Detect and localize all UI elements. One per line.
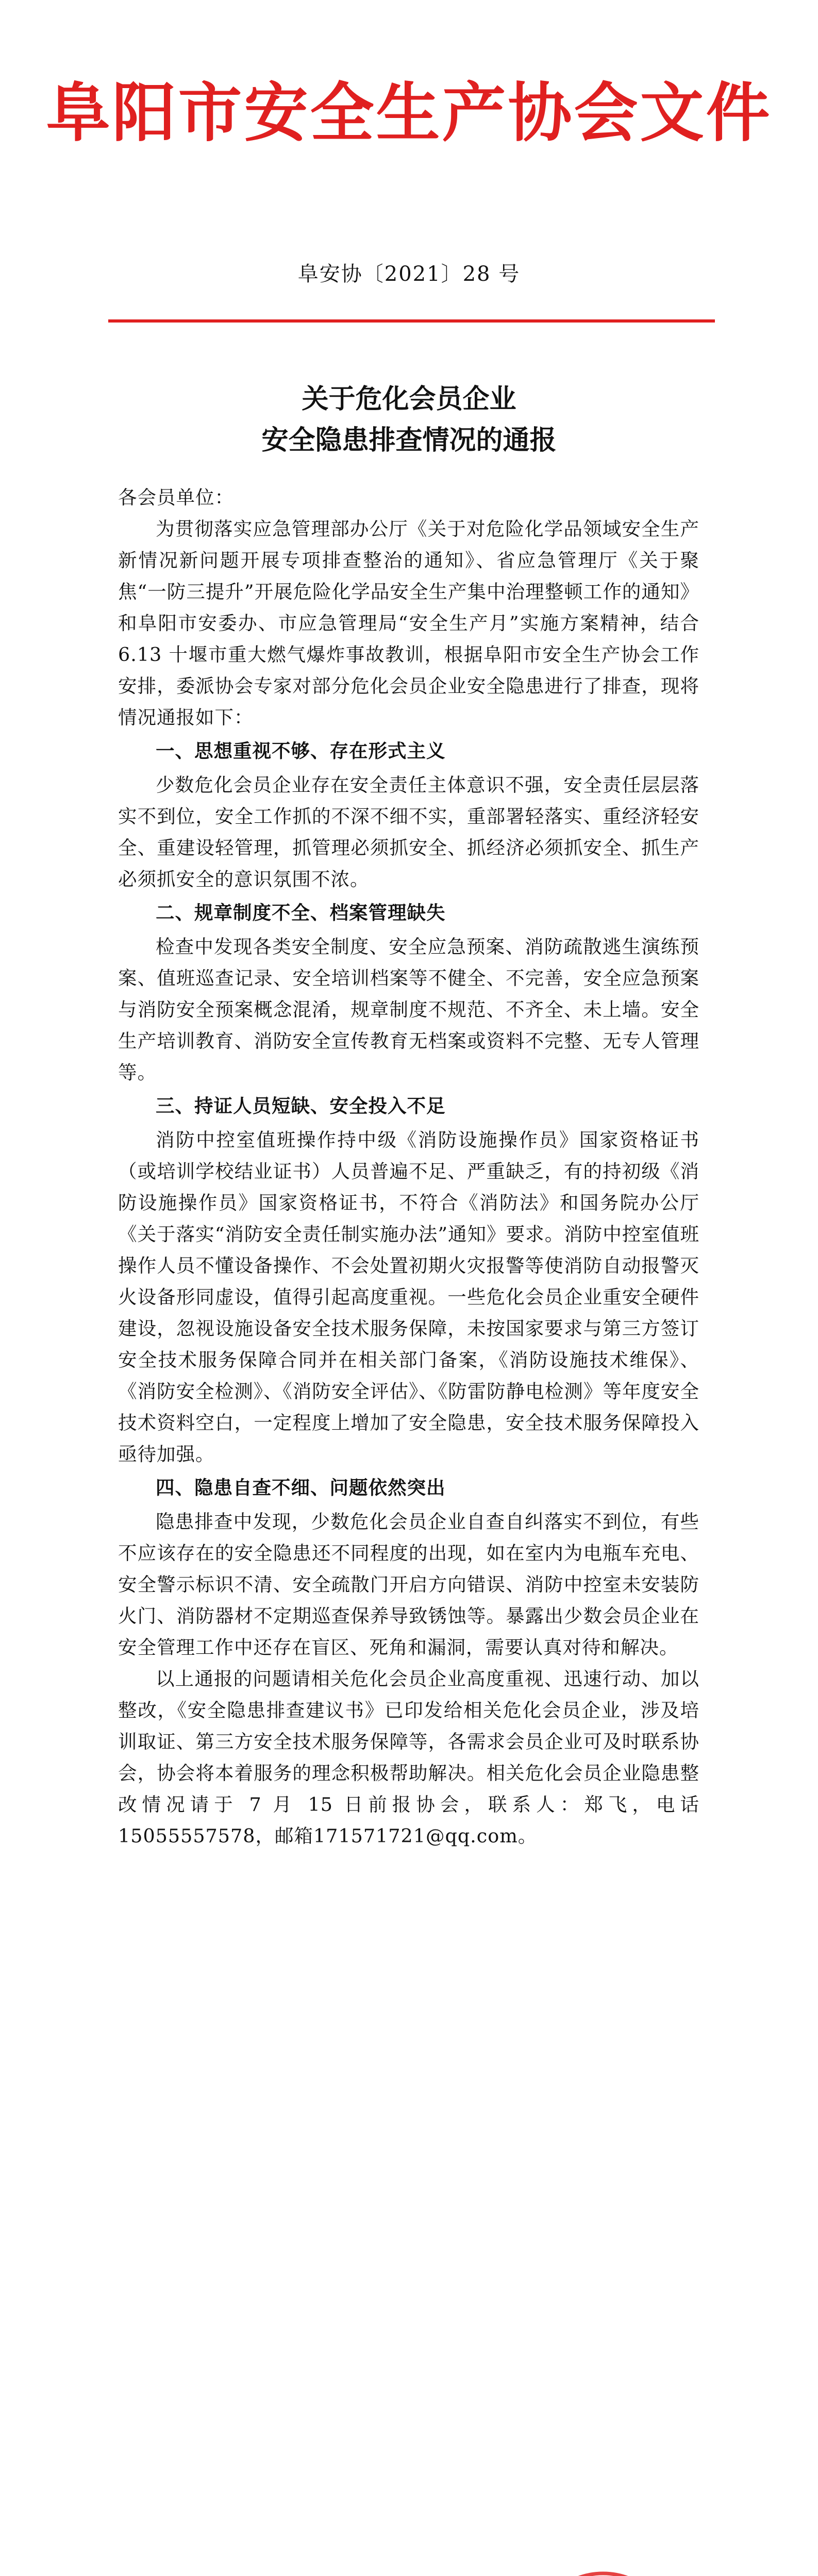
document-body	[118, 482, 699, 1852]
section-heading-3: 三、持证人员短缺、安全投入不足	[156, 1095, 446, 1117]
signature-block	[495, 2568, 711, 2576]
title-line-1: 关于危化会员企业	[302, 383, 516, 415]
section-paragraph-3: 消防中控室值班操作持中级《消防设施操作员》国家资格证书（或培训学校结业证书）人员普遍不足、严重缺乏，有的持初级《消防设施操作员》国家资格证书，不符合《消防法》和国务院办公厅《关于落实“消防安全责任制实施办法”通知》要求。消防中控室值班操作人员不懂设备操作、不会处置初期火灾报警等使消防自动报警灭火设备形同虚设，值得引起高度重视。一些危化会员企业重安全硬件建设，忽视设施设备安全技术服务保障，未按国家要求与第三方签订安全技术服务保障合同并在相关部门备案，《消防设施技术维保》、《消防安全检测》、《消防安全评估》、《防雷防静电检测》等年度安全技术资料空白，一定程度上增加了安全隐患，安全技术服务保障投入亟待加强。	[118, 1129, 699, 1465]
title-line-2: 安全隐患排查情况的通报	[261, 425, 557, 456]
section-heading-2: 二、规章制度不全、档案管理缺失	[156, 902, 446, 924]
red-divider-line	[108, 319, 715, 323]
section-heading-4: 四、隐患自查不细、问题依然突出	[156, 1477, 446, 1499]
document-title	[0, 379, 818, 461]
section-paragraph-2: 检查中发现各类安全制度、安全应急预案、消防疏散逃生演练预案、值班巡查记录、安全培训档案等不健全、不完善，安全应急预案与消防安全预案概念混淆，规章制度不规范、不齐全、未上墙。安全生产培训教育、消防安全宣传教育无档案或资料不完整、无专人管理等。	[118, 936, 699, 1083]
closing-paragraph: 以上通报的问题请相关危化会员企业高度重视、迅速行动、加以整改，《安全隐患排查建议书》已印发给相关危化会员企业，涉及培训取证、第三方安全技术服务保障等，各需求会员企业可及时联系协会，协会将本着服务的理念积极帮助解决。相关危化会员企业隐患整改情况请于 7 月 15 日前报协会，联系人：郑飞，电话 15055557578，邮箱171571721@qq.com。	[118, 1668, 699, 1847]
intro-paragraph: 为贯彻落实应急管理部办公厅《关于对危险化学品领域安全生产新情况新问题开展专项排查整治的通知》、省应急管理厅《关于聚焦“一防三提升”开展危险化学品安全生产集中治理整顿工作的通知》和阜阳市安委办、市应急管理局“安全生产月”实施方案精神，结合 6.13 十堰市重大燃气爆炸事故教训，根据阜阳市安全生产协会工作安排，委派协会专家对部分危化会员企业安全隐患进行了排查，现将情况通报如下：	[118, 518, 699, 728]
section-heading-1: 一、思想重视不够、存在形式主义	[156, 740, 446, 762]
masthead-title: 阜阳市安全生产协会文件	[46, 76, 772, 150]
official-seal-icon	[526, 2568, 680, 2576]
section-paragraph-1: 少数危化会员企业存在安全责任主体意识不强，安全责任层层落实不到位，安全工作抓的不深不细不实，重部署轻落实、重经济轻安全、重建设轻管理，抓管理必须抓安全、抓经济必须抓安全、抓生产必须抓安全的意识氛围不浓。	[118, 774, 699, 890]
section-paragraph-4: 隐患排查中发现，少数危化会员企业自查自纠落实不到位，有些不应该存在的安全隐患还不同程度的出现，如在室内为电瓶车充电、安全警示标识不清、安全疏散门开启方向错误、消防中控室未安装防火门、消防器材不定期巡查保养导致锈蚀等。暴露出少数会员企业在安全管理工作中还存在盲区、死角和漏洞，需要认真对待和解决。	[118, 1511, 699, 1658]
salutation: 各会员单位：	[118, 486, 234, 509]
document-number: 阜安协〔2021〕28 号	[297, 262, 521, 286]
